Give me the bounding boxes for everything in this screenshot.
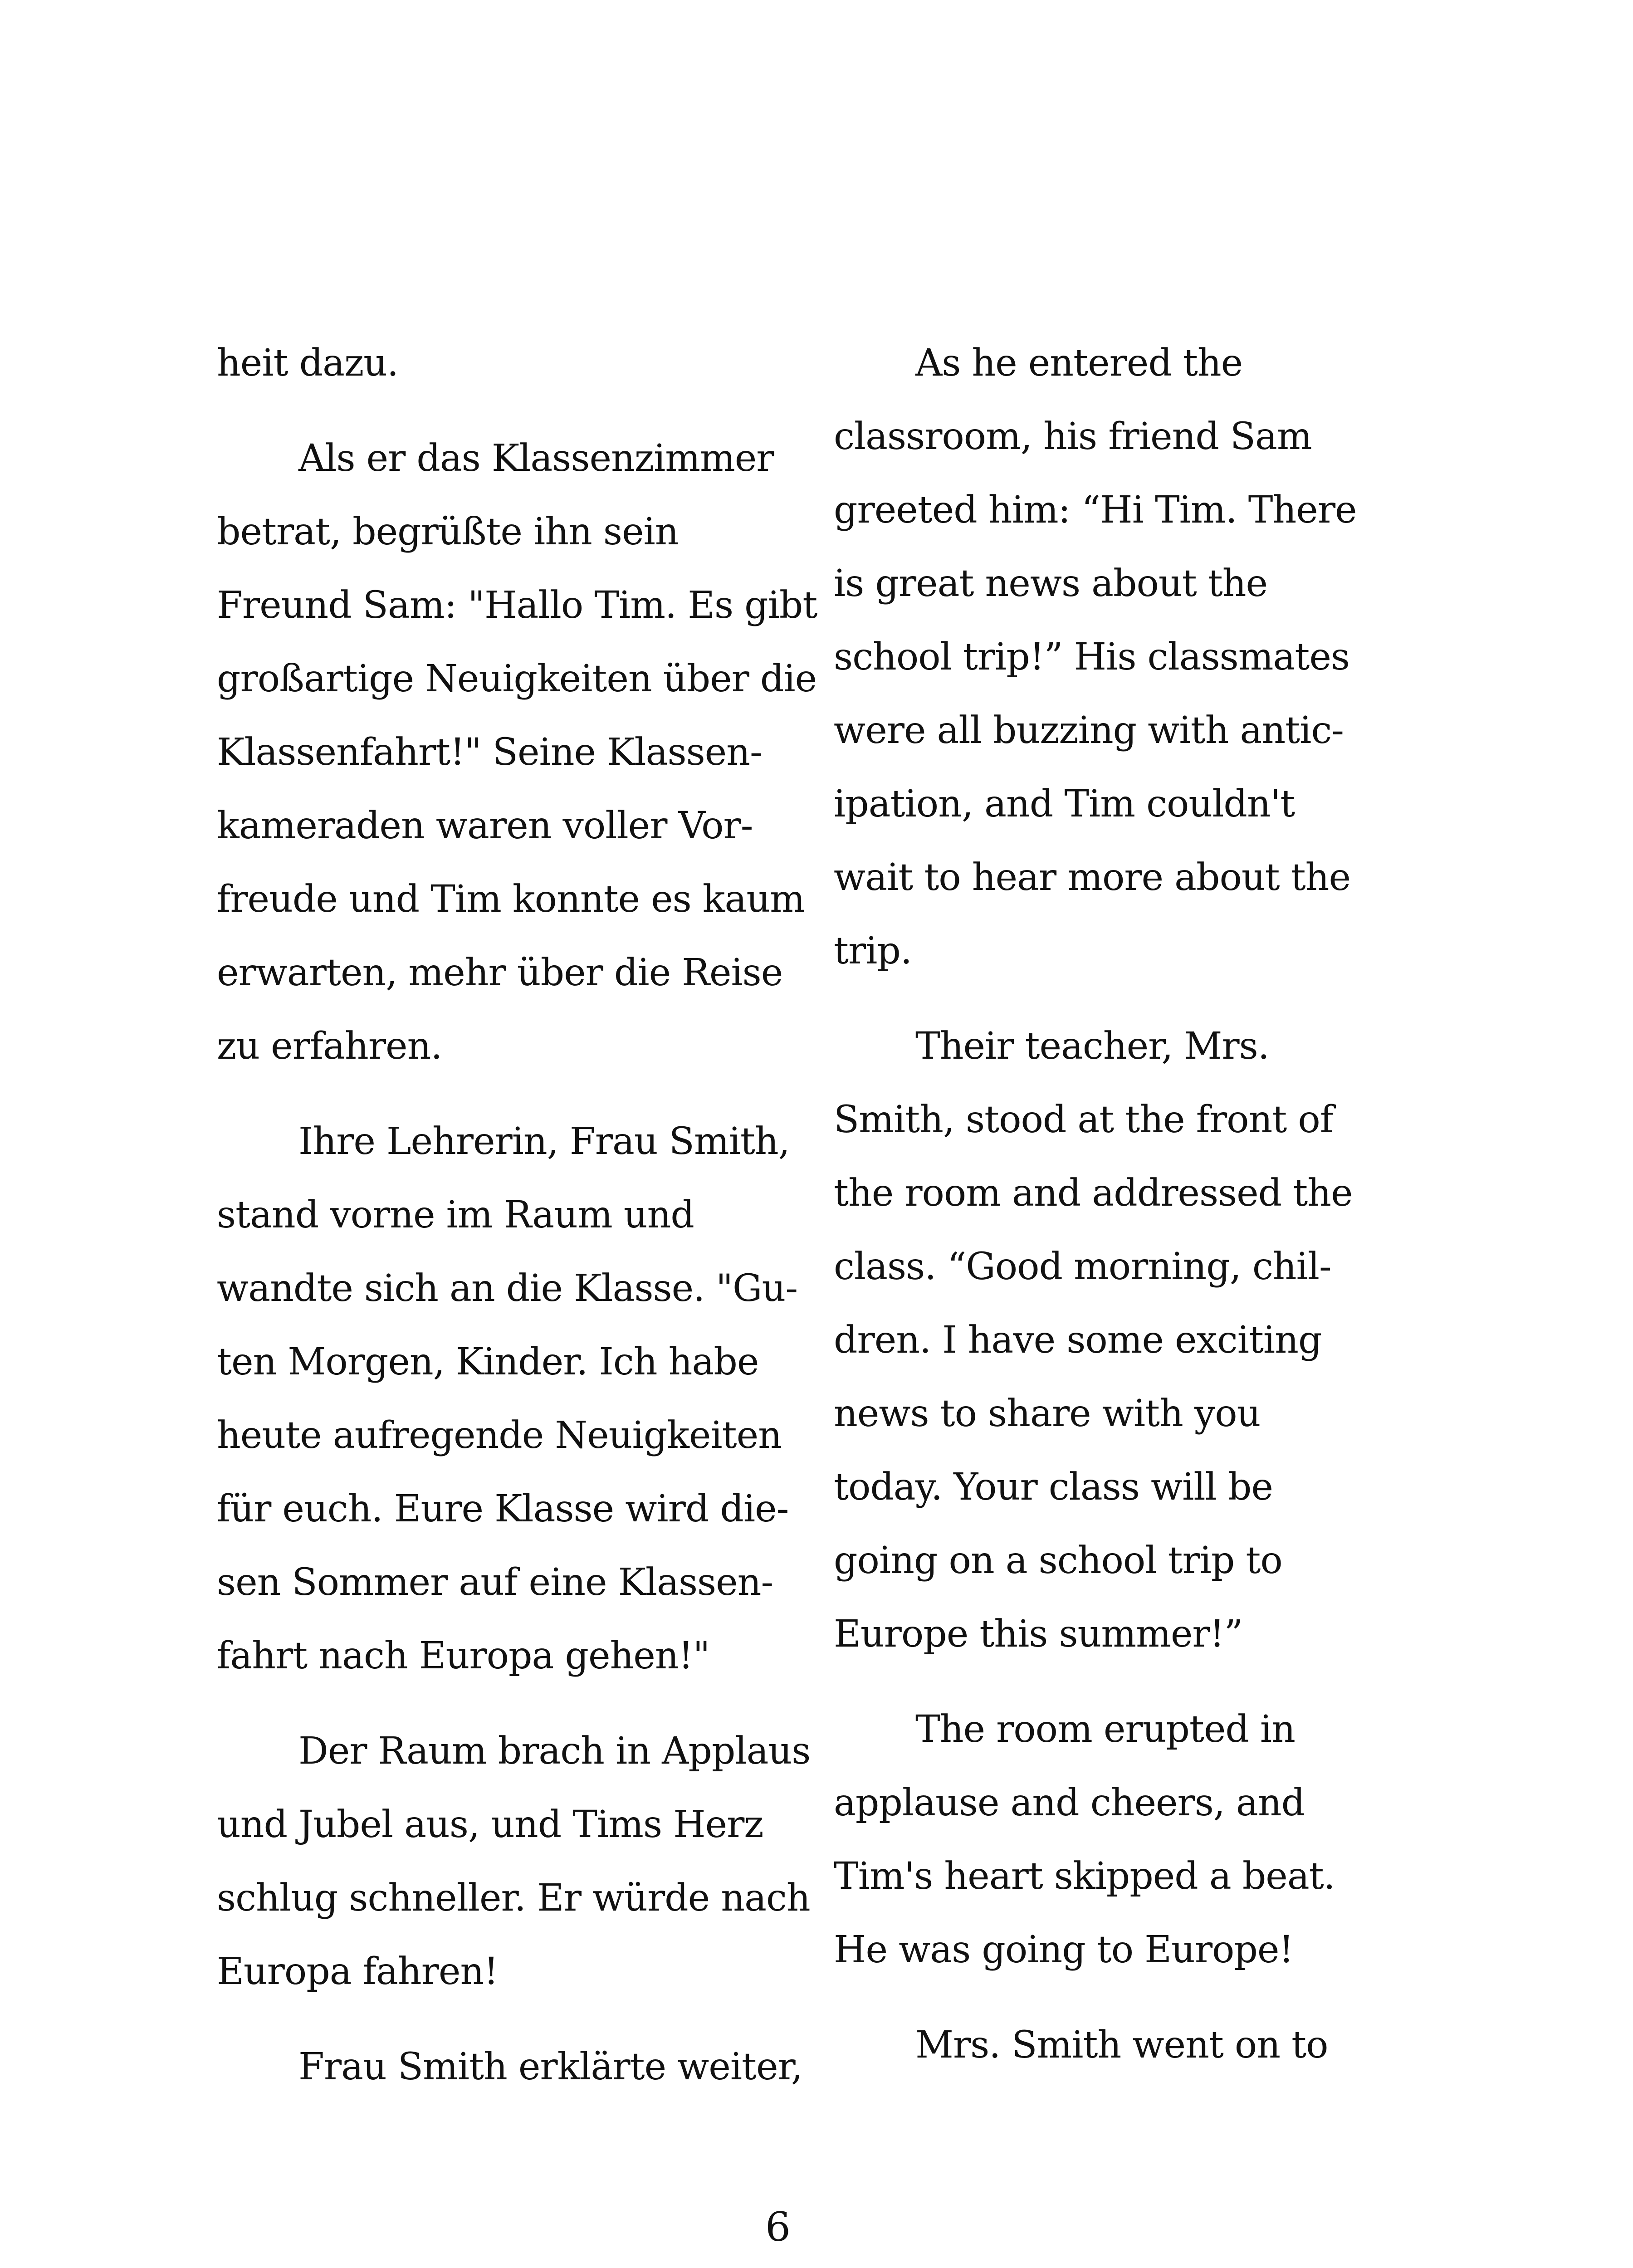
text-line: Smith, stood at the front of xyxy=(834,1098,1334,1141)
text-line: greeted him: “Hi Tim. There xyxy=(834,489,1357,532)
text-line: kameraden waren voller Vor- xyxy=(217,804,753,847)
text-line: sen Sommer auf eine Klassen- xyxy=(217,1561,773,1604)
text-line: applause and cheers, and xyxy=(834,1781,1305,1824)
german-text-column xyxy=(217,327,817,2104)
text-line: Tim's heart skipped a beat. xyxy=(834,1855,1335,1898)
text-line: the room and addressed the xyxy=(834,1172,1353,1215)
text-line: going on a school trip to xyxy=(834,1539,1282,1582)
text-line: ten Morgen, Kinder. Ich habe xyxy=(217,1340,759,1383)
text-line: erwarten, mehr über die Reise xyxy=(217,951,783,994)
text-line: heit dazu. xyxy=(217,342,399,385)
text-line: Europa fahren! xyxy=(217,1950,499,1993)
text-line: heute aufregende Neuigkeiten xyxy=(217,1414,782,1457)
text-line: dren. I have some exciting xyxy=(834,1319,1322,1362)
text-line: classroom, his friend Sam xyxy=(834,415,1312,458)
text-line: Frau Smith erklärte weiter, xyxy=(298,2045,802,2088)
text-line: freude und Tim konnte es kaum xyxy=(217,878,805,921)
text-line: und Jubel aus, und Tims Herz xyxy=(217,1803,763,1846)
text-line: trip. xyxy=(834,929,912,973)
text-line: school trip!” His classmates xyxy=(834,635,1349,679)
text-line: stand vorne im Raum und xyxy=(217,1193,694,1237)
text-line: ipation, and Tim couldn't xyxy=(834,782,1295,826)
text-line: news to share with you xyxy=(834,1392,1261,1435)
text-line: Europe this summer!” xyxy=(834,1613,1243,1656)
text-line: wandte sich an die Klasse. "Gu- xyxy=(217,1267,798,1310)
text-line: fahrt nach Europa gehen!" xyxy=(217,1634,710,1677)
english-text-column xyxy=(834,327,1357,2082)
text-line: today. Your class will be xyxy=(834,1466,1273,1509)
text-line: As he entered the xyxy=(915,342,1243,385)
text-line: wait to hear more about the xyxy=(834,856,1350,899)
text-line: Der Raum brach in Applaus xyxy=(298,1730,811,1773)
text-line: Ihre Lehrerin, Frau Smith, xyxy=(298,1120,790,1163)
text-line: Their teacher, Mrs. xyxy=(915,1025,1269,1068)
text-line: He was going to Europe! xyxy=(834,1928,1294,1971)
text-line: für euch. Eure Klasse wird die- xyxy=(217,1487,789,1530)
page-number: 6 xyxy=(765,2204,791,2250)
text-line: Als er das Klassenzimmer xyxy=(298,437,774,480)
text-line: Freund Sam: "Hallo Tim. Es gibt xyxy=(217,584,817,627)
text-line: schlug schneller. Er würde nach xyxy=(217,1877,810,1920)
text-line: betrat, begrüßte ihn sein xyxy=(217,510,679,553)
text-line: The room erupted in xyxy=(915,1708,1295,1751)
text-line: zu erfahren. xyxy=(217,1025,442,1068)
text-line: Klassenfahrt!" Seine Klassen- xyxy=(217,731,762,774)
text-line: were all buzzing with antic- xyxy=(834,709,1344,752)
text-line: class. “Good morning, chil- xyxy=(834,1245,1331,1288)
text-line: großartige Neuigkeiten über die xyxy=(217,657,817,700)
text-line: is great news about the xyxy=(834,562,1268,605)
text-line: Mrs. Smith went on to xyxy=(915,2024,1328,2067)
